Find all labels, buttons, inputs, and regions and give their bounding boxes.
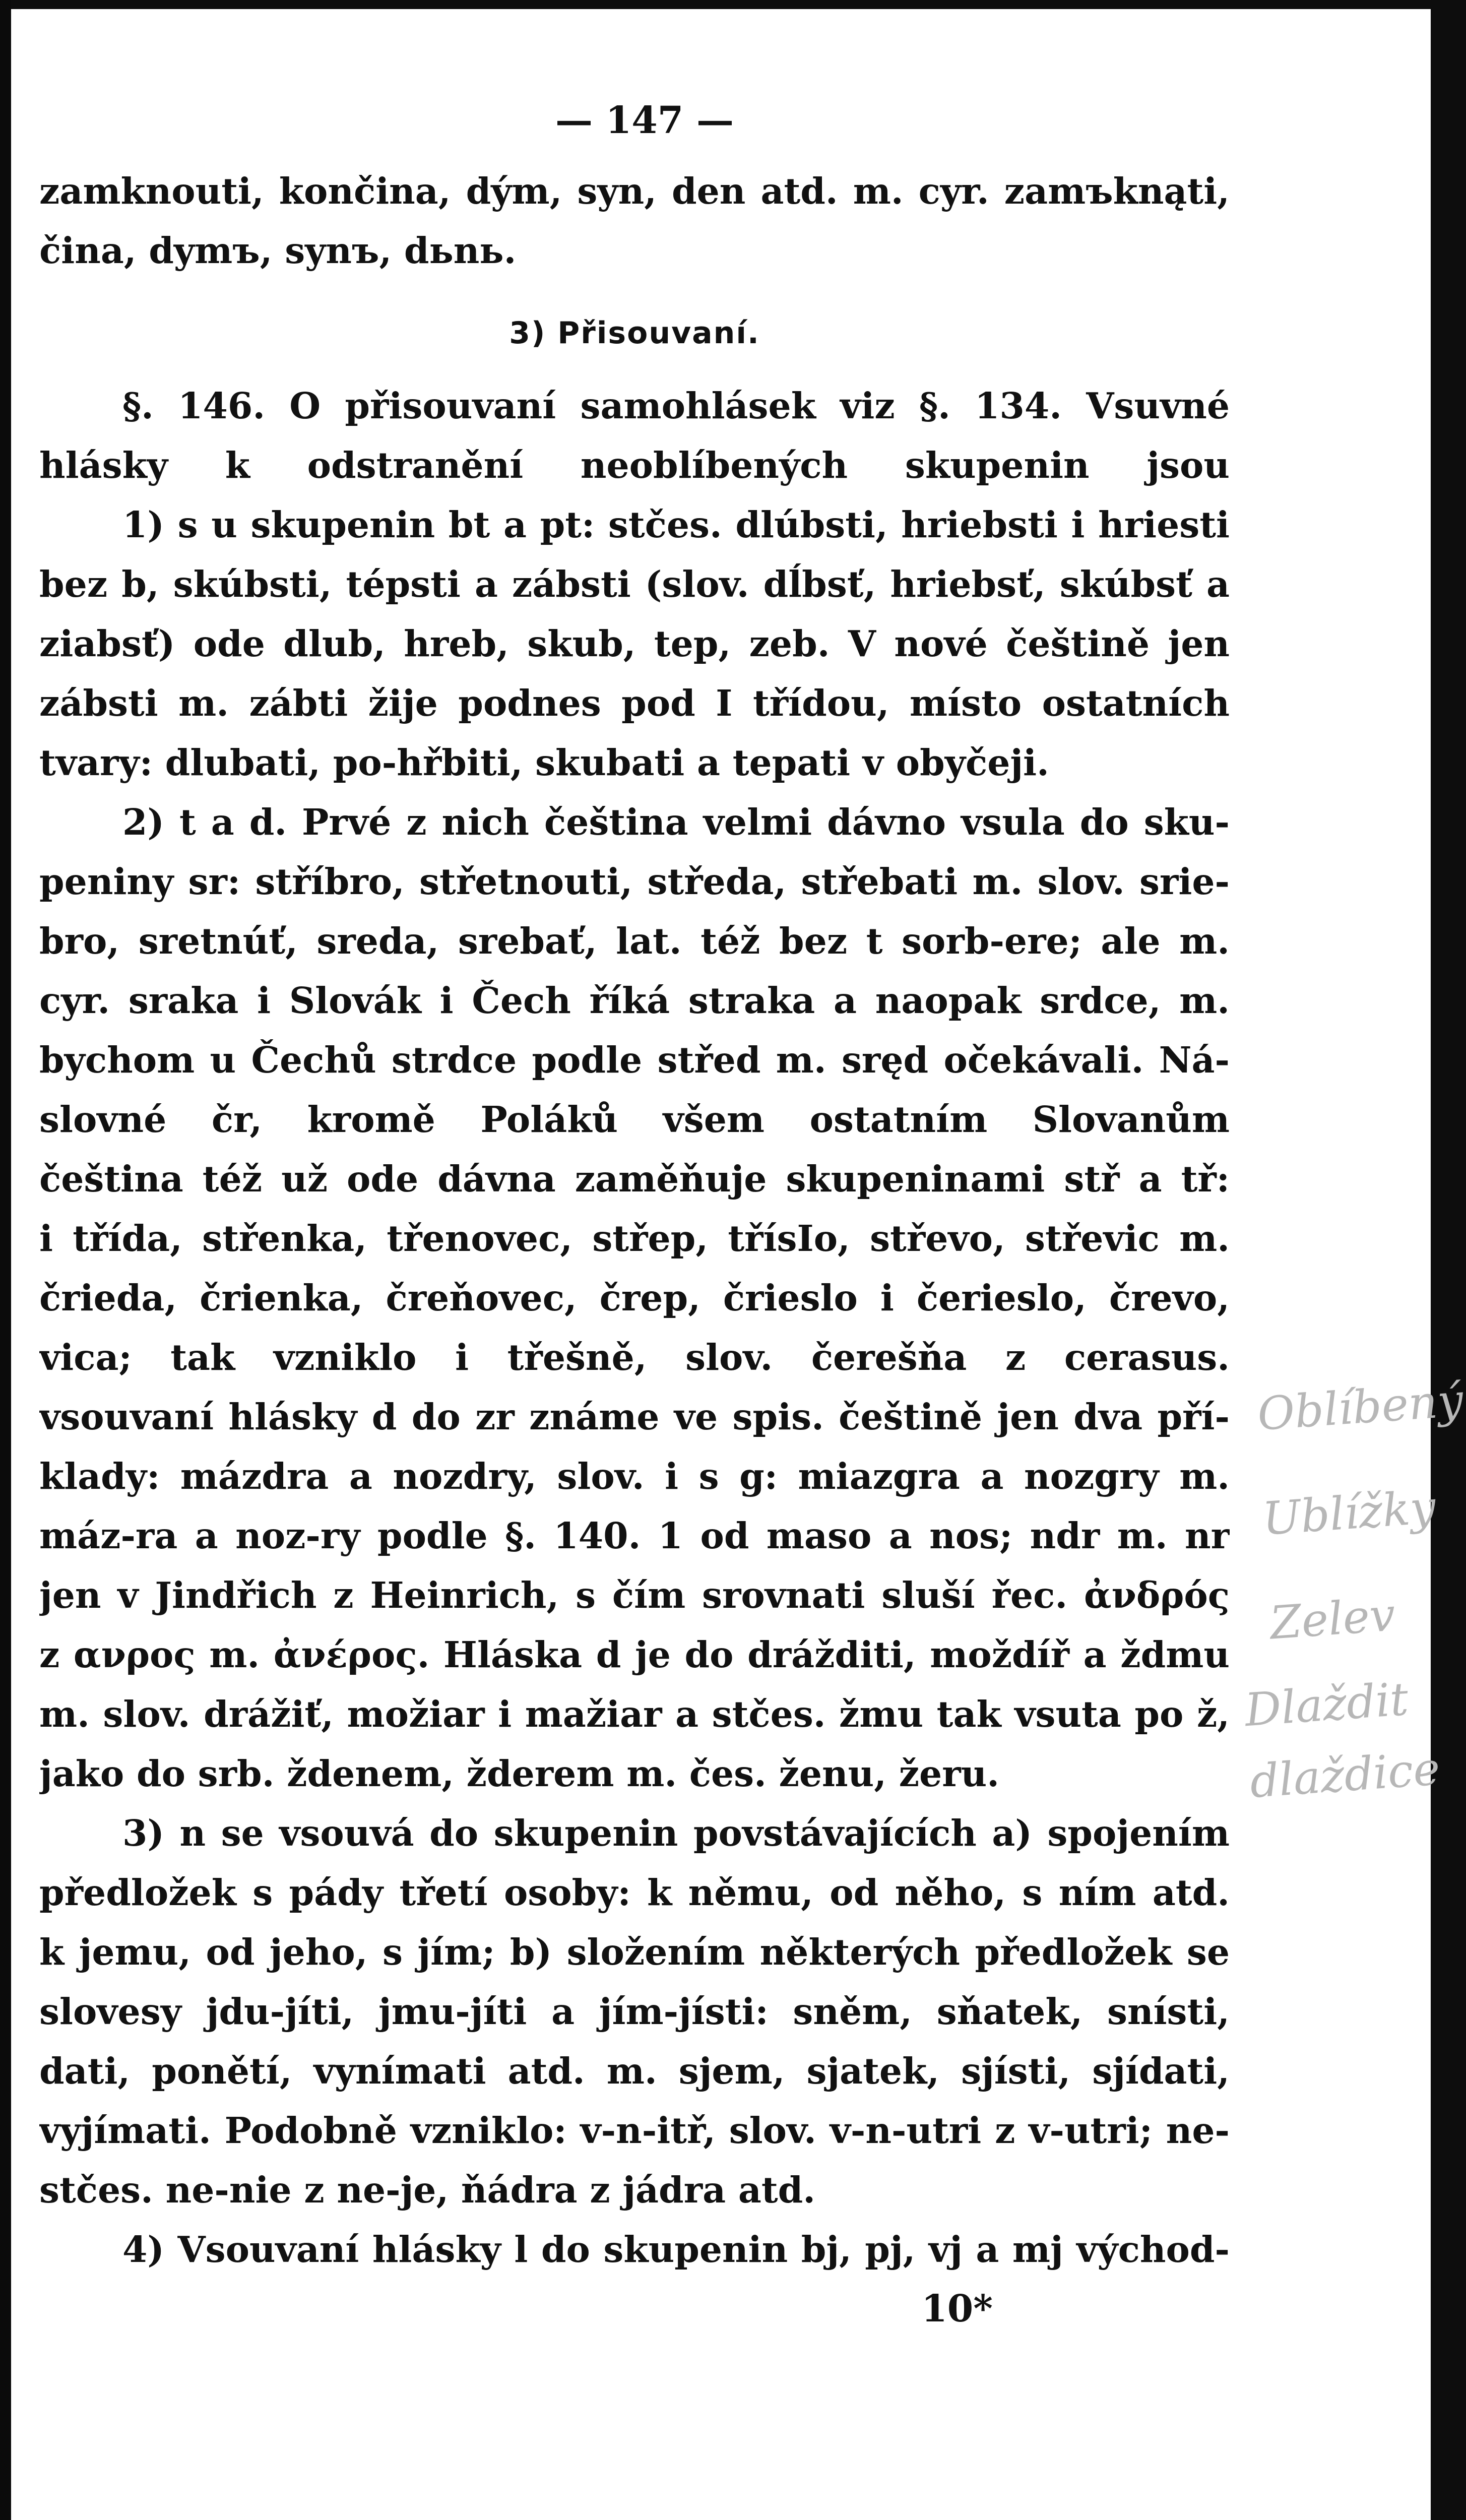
text-line: slovesy jdu-jíti, jmu-jíti a jím-jísti: sněm, sňatek, snísti,	[39, 1990, 1230, 2033]
text-line: jako do srb. ždenem, žderem m. čes. ženu, žeru.	[39, 1752, 999, 1795]
text-line: máz-ra a noz-ry podle §. 140. 1 od maso a nos; ndr m. nr	[39, 1515, 1230, 1557]
text-line: bro, sretnúť, sreda, srebať, lat. též bez t sorb-ere; ale m.	[39, 920, 1230, 962]
margin-note: Dlaždit	[1243, 1672, 1410, 1737]
margin-note: dlaždice	[1248, 1742, 1442, 1809]
text-line: jen v Jindřich z Heinrich, s čím srovnati sluší řec. ἀνδρός	[39, 1574, 1230, 1616]
paragraph-start-146: §. 146. O přisouvaní samohlásek viz §. 134. Vsuvné	[122, 385, 1230, 427]
text-line: črieda, črienka, čreňovec, črep, črieslo i čerieslo, črevo,	[39, 1277, 1230, 1319]
text-line: bez b, skúbsti, tépsti a zábsti (slov. dĺbsť, hriebsť, skúbsť a	[39, 563, 1230, 605]
item-4-start: 4) Vsouvaní hlásky l do skupenin bj, pj, vj a mj východ-	[122, 2228, 1230, 2271]
text-line: čeština též už ode dávna zaměňuje skupeninami stř a tř:	[39, 1158, 1230, 1200]
margin-note: Zelev	[1268, 1588, 1397, 1650]
text-line: vica; tak vzniklo i třešně, slov. čerešňa z cerasus.	[39, 1336, 1230, 1378]
text-line: vyjímati. Podobně vzniklo: v-n-itř, slov. v-n-utri z v-utri; ne-	[39, 2109, 1230, 2152]
text-line: hlásky k odstranění neoblíbených skupenin jsou	[39, 444, 1230, 486]
item-3-start: 3) n se vsouvá do skupenin povstávajících a) spojením	[122, 1812, 1230, 1854]
item-2-start: 2) t a d. Prvé z nich čeština velmi dávno vsula do sku-	[122, 801, 1230, 843]
text-line: cyr. sraka i Slovák i Čech říká straka a naopak srdce, m.	[39, 979, 1230, 1022]
text-line: předložek s pády třetí osoby: k němu, od něho, s ním atd.	[39, 1871, 1230, 1914]
text-line: klady: mázdra a nozdry, slov. i s g: miazgra a nozgry m.	[39, 1455, 1230, 1497]
margin-note: Ublížky	[1260, 1481, 1438, 1546]
text-line: zábsti m. zábti žije podnes pod I třídou, místo ostatních	[39, 682, 1230, 724]
scan-edge-left	[0, 0, 11, 2520]
text-line: slovné čr, kromě Poláků všem ostatním Slovanům	[39, 1098, 1230, 1141]
text-line: z ανρος m. ἀνέρος. Hláska d je do drážditi, moždíř a ždmu	[39, 1633, 1230, 1676]
text-line: čina, dymъ, synъ, dьnь.	[39, 229, 517, 272]
section-heading: 3) Přisouvaní.	[509, 316, 760, 351]
text-line: k jemu, od jeho, s jím; b) složením některých předložek se	[39, 1931, 1230, 1973]
text-line: dati, ponětí, vynímati atd. m. sjem, sjatek, sjísti, sjídati,	[39, 2050, 1230, 2092]
scan-edge-right	[1431, 0, 1466, 2520]
text-line: peniny sr: stříbro, střetnouti, středa, střebati m. slov. srie-	[39, 860, 1230, 903]
text-line: m. slov. drážiť, možiar i mažiar a stčes. žmu tak vsuta po ž,	[39, 1693, 1230, 1735]
text-line: tvary: dlubati, po-hřbiti, skubati a tepati v obyčeji.	[39, 741, 1049, 784]
page-number: — 147 —	[555, 99, 734, 142]
text-line: bychom u Čechů strdce podle střed m. sręd očekávali. Ná-	[39, 1039, 1230, 1081]
scan-edge-top	[0, 0, 1466, 9]
signature-mark: 10*	[921, 2287, 993, 2330]
text-line: ziabsť) ode dlub, hreb, skub, tep, zeb. V nové češtině jen	[39, 622, 1230, 665]
text-line: zamknouti, končina, dým, syn, den atd. m. cyr. zamъknąti,	[39, 170, 1230, 212]
page-text	[39, 91, 1230, 2335]
text-line: i třída, střenka, třenovec, střep, třísIo, střevo, střevic m.	[39, 1217, 1230, 1259]
margin-note: Oblíbený	[1255, 1373, 1465, 1441]
text-line: vsouvaní hlásky d do zr známe ve spis. češtině jen dva pří-	[39, 1396, 1230, 1438]
text-line: stčes. ne-nie z ne-je, ňádra z jádra atd.	[39, 2169, 815, 2211]
item-1-start: 1) s u skupenin bt a pt: stčes. dlúbsti, hriebsti i hriesti	[122, 503, 1230, 546]
